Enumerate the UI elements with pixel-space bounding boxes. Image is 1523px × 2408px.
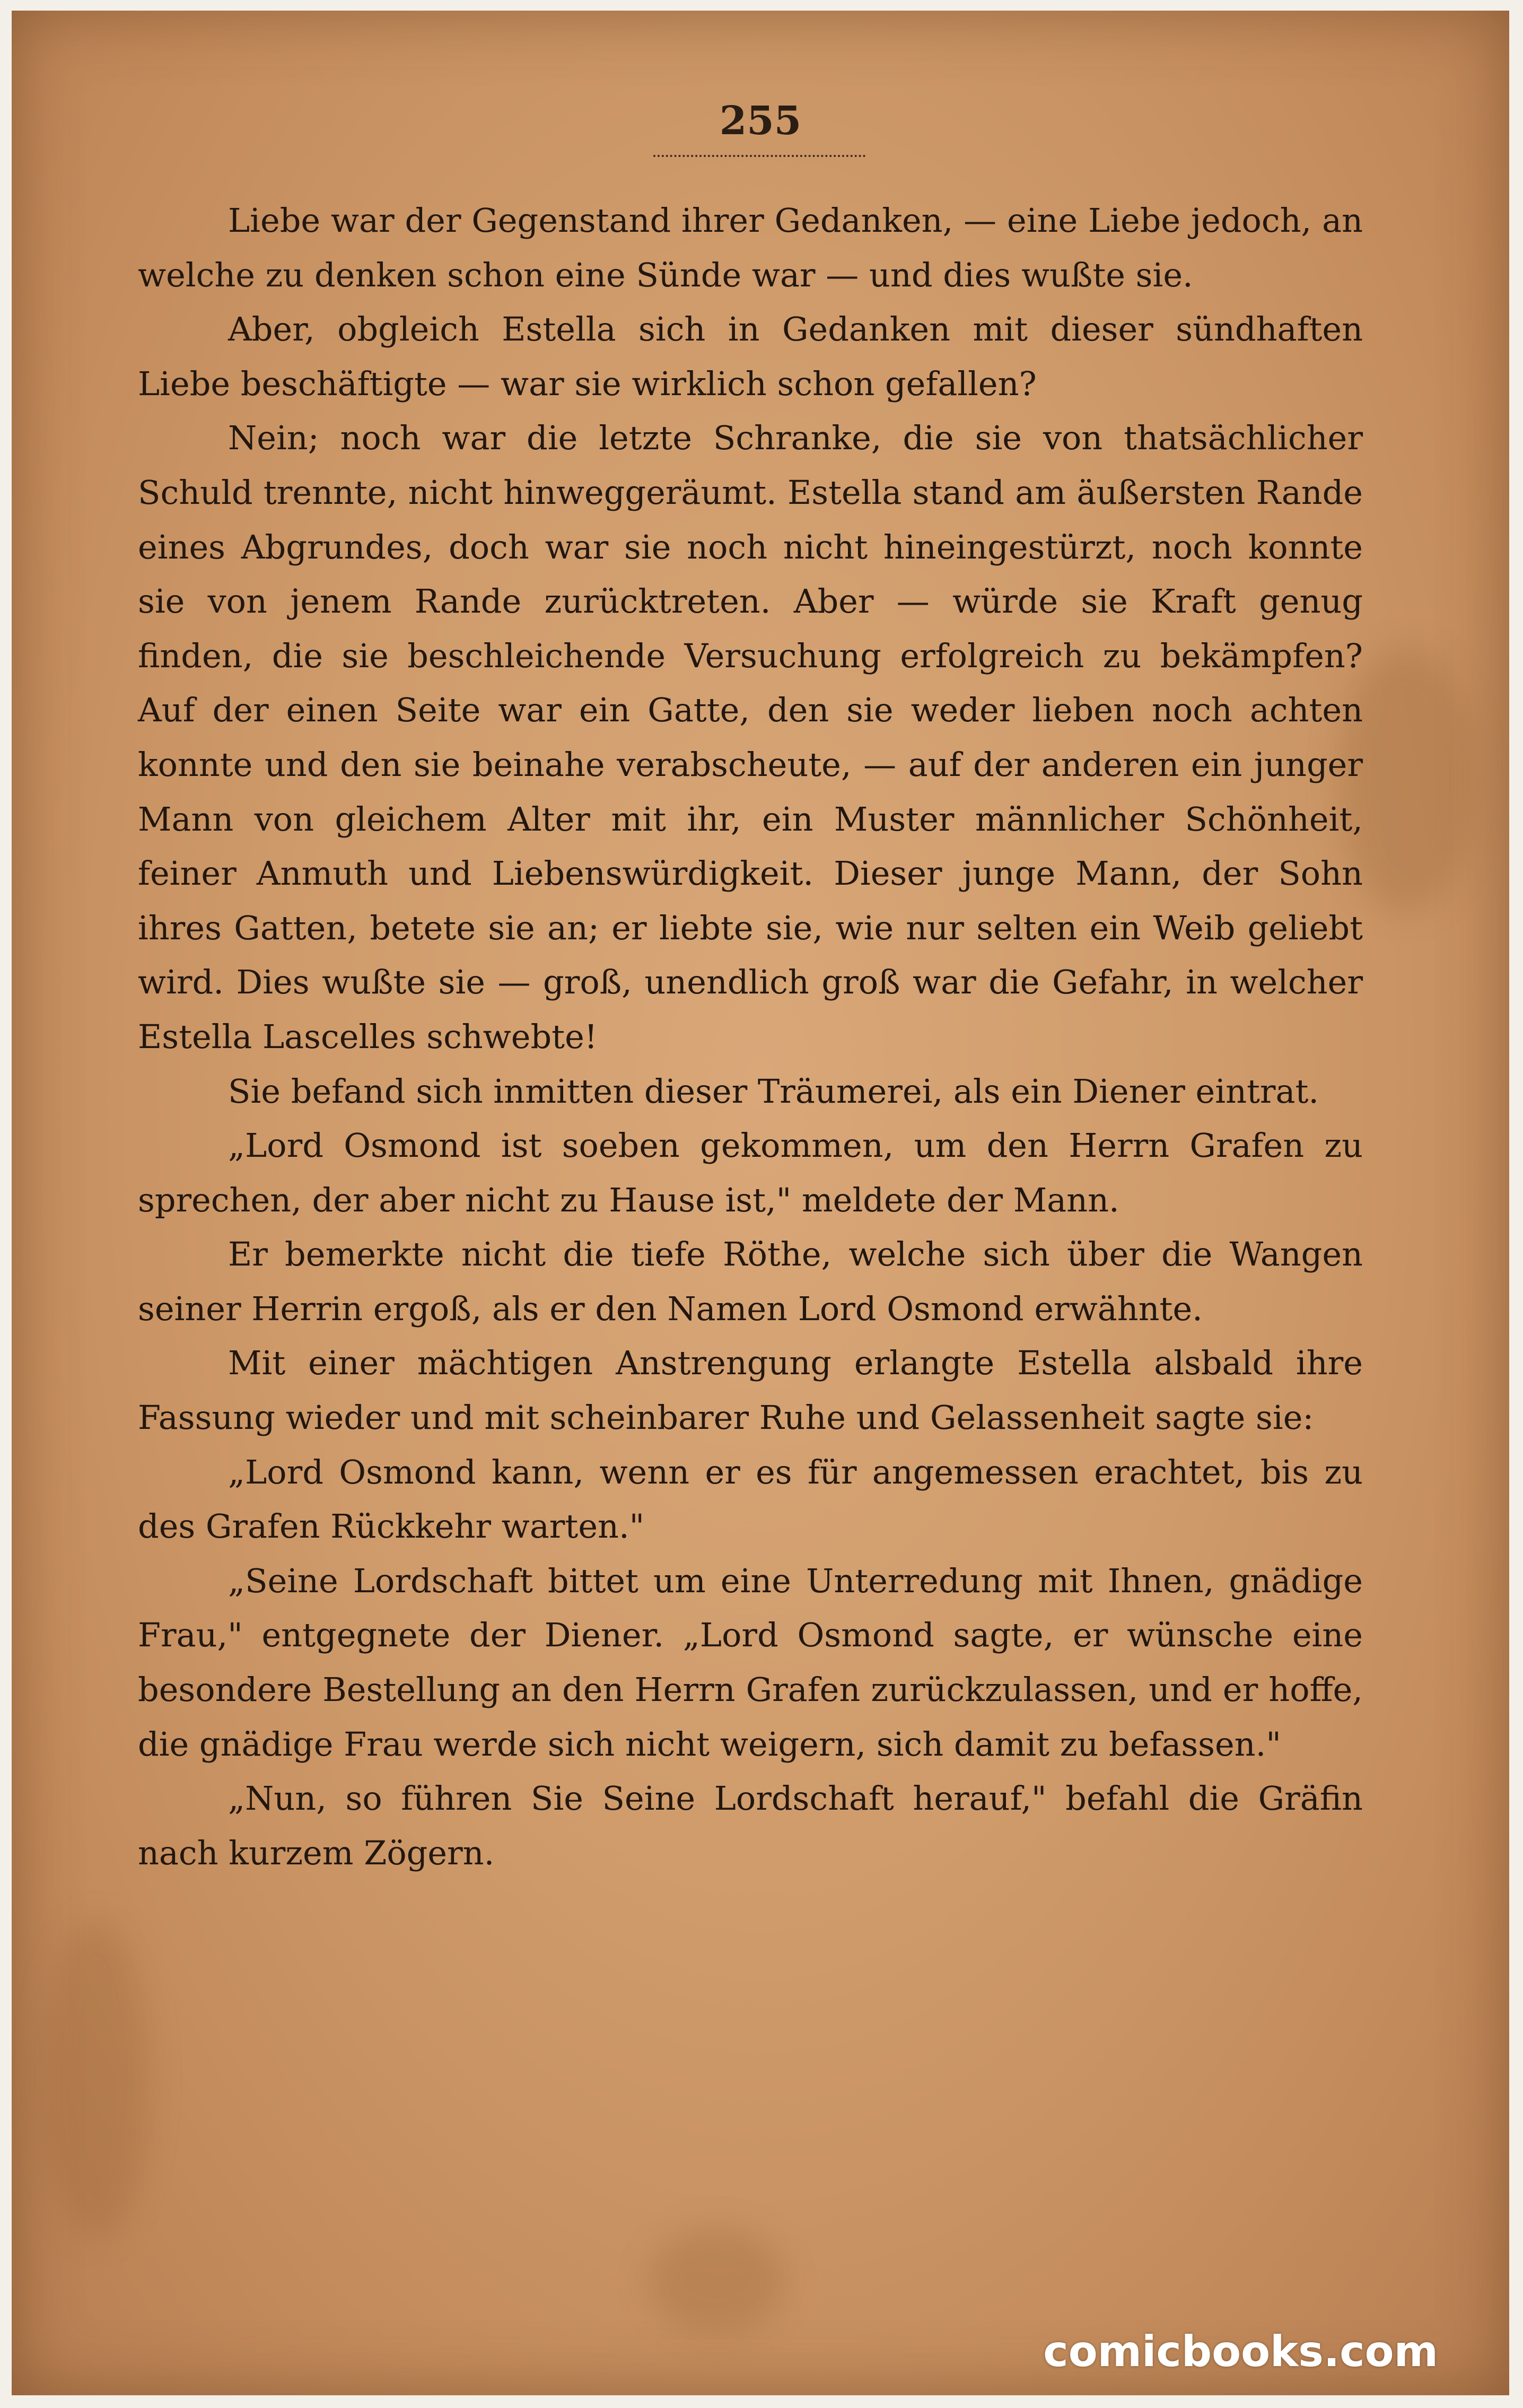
watermark-logo: comicbooks.com	[1043, 2327, 1438, 2376]
paragraph: „Lord Osmond kann, wenn er es für angemessen erachtet, bis zu des Grafen Rückkehr warten."	[138, 1452, 1363, 1546]
paragraph: „Nun, so führen Sie Seine Lordschaft herauf," befahl die Gräfin nach kurzem Zögern.	[138, 1779, 1363, 1872]
page-number: 255	[719, 98, 802, 144]
body-text	[138, 194, 1363, 1880]
paragraph: Sie befand sich inmitten dieser Träumerei, als ein Diener eintrat.	[228, 1071, 1319, 1111]
paragraph: Aber, obgleich Estella sich in Gedanken mit dieser sündhaften Liebe beschäftigte — war sie wirklich schon gefallen?	[138, 310, 1363, 403]
paragraph: Liebe war der Gegenstand ihrer Gedanken, — eine Liebe jedoch, an welche zu denken schon eine Sünde war — und dies wußte sie.	[138, 201, 1363, 294]
paper-stain	[43, 1920, 150, 2238]
paragraph: Nein; noch war die letzte Schranke, die sie von thatsächlicher Schuld trennte, nicht hinweggeräumt. Estella stand am äußersten Rande eines Abgrundes, doch war sie noch nicht hineingestürzt, noch konnte sie von jenem Rande zurücktreten. Aber — würde sie Kraft genug finden, die sie beschleichende Versuchung erfolgreich zu bekämpfen? Auf der einen Seite war ein Gatte, den sie weder lieben noch achten konnte und den sie beinahe verabscheute, — auf der anderen ein junger Mann von gleichem Alter mit ihr, ein Muster männlicher Schönheit, feiner Anmuth und Liebenswürdigkeit. Dieser junge Mann, der Sohn ihres Gatten, betete sie an; er liebte sie, wie nur selten ein Weib geliebt wird. Dies wußte sie — groß, unendlich groß war die Gefahr, in welcher Estella Lascelles schwebte!	[138, 418, 1363, 1056]
paragraph: „Seine Lordschaft bittet um eine Unterredung mit Ihnen, gnädige Frau," entgegnete der Diener. „Lord Osmond sagte, er wünsche eine besondere Bestellung an den Herrn Grafen zurückzulassen, und er hoffe, die gnädige Frau werde sich nicht weigern, sich damit zu befassen."	[138, 1561, 1363, 1764]
paragraph: „Lord Osmond ist soeben gekommen, um den Herrn Grafen zu sprechen, der aber nicht zu Hause ist," meldete der Mann.	[138, 1126, 1363, 1219]
paragraph: Er bemerkte nicht die tiefe Röthe, welche sich über die Wangen seiner Herrin ergoß, als er den Namen Lord Osmond erwähnte.	[138, 1235, 1363, 1328]
book-page	[12, 11, 1509, 2395]
paper-stain	[648, 2228, 786, 2334]
paragraph: Mit einer mächtigen Anstrengung erlangte Estella alsbald ihre Fassung wieder und mit scheinbarer Ruhe und Gelassenheit sagte sie:	[138, 1343, 1363, 1437]
header-ornament	[653, 150, 865, 157]
